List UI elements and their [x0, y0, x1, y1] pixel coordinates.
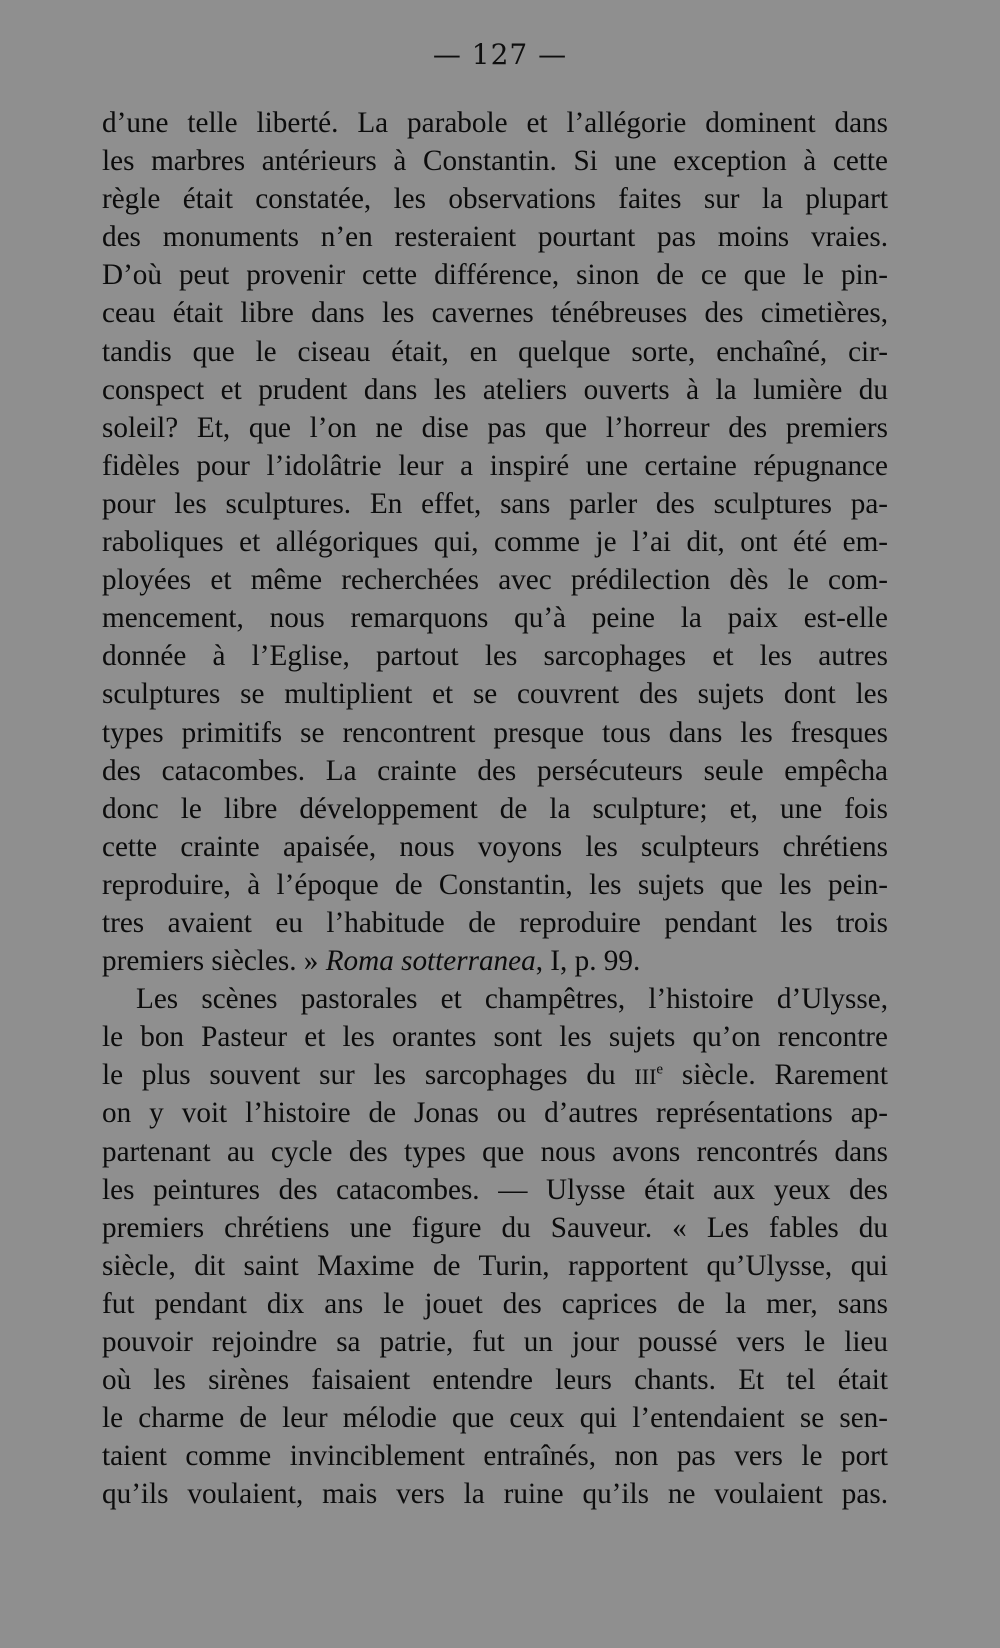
text-line: ceau était libre dans les cavernes ténébreuses des cimetières, [102, 297, 888, 330]
text-line: fut pendant dix ans le jouet des caprices de la mer, sans [102, 1287, 888, 1320]
text-line: d’une telle liberté. La parabole et l’allégorie dominent dans [102, 107, 888, 139]
citation-title: Roma sotterranea [325, 945, 536, 978]
paragraph-1 [102, 104, 888, 980]
text-line: ployées et même recherchées avec prédilection dès le com- [102, 564, 888, 597]
text-line: des catacombes. La crainte des persécuteurs seule empêcha [102, 754, 888, 787]
text-line: taient comme invinciblement entraînés, non pas vers le port [102, 1440, 888, 1473]
citation-lead: premiers siècles. » [102, 945, 326, 978]
text-line: Les scènes pastorales et champêtres, l’histoire d’Ulysse, [136, 983, 888, 1016]
text-line: qu’ils voulaient, mais vers la ruine qu’ils ne voulaient pas. [102, 1478, 888, 1511]
text-line: D’où peut provenir cette différence, sinon de ce que le pin- [102, 259, 888, 292]
text-line: on y voit l’histoire de Jonas ou d’autres représentations ap- [102, 1097, 888, 1130]
text-line: mencement, nous remarquons qu’à peine la paix est-elle [102, 602, 888, 635]
text-line: le charme de leur mélodie que ceux qui l’entendaient se sen- [102, 1402, 888, 1435]
text-line: fidèles pour l’idolâtrie leur a inspiré une certaine répugnance [102, 449, 888, 482]
text-line: conspect et prudent dans les ateliers ouverts à la lumière du [102, 373, 888, 406]
text-line: règle était constatée, les observations faites sur la plupart [102, 183, 888, 216]
text-line-with-citation [102, 942, 888, 980]
citation-ref: , I, p. 99. [535, 945, 641, 978]
text-line: tres avaient eu l’habitude de reproduire pendant les trois [102, 906, 888, 939]
text-line: où les sirènes faisaient entendre leurs chants. Et tel était [102, 1364, 888, 1397]
text-line: types primitifs se rencontrent presque tous dans les fresques [102, 716, 888, 749]
text-line: pouvoir rejoindre sa patrie, fut un jour poussé vers le lieu [102, 1326, 888, 1358]
text-line: pour les sculptures. En effet, sans parler des sculptures pa- [102, 487, 888, 520]
century-numeral: III [634, 1064, 657, 1090]
text-line: des monuments n’en resteraient pourtant pas moins vraies. [102, 221, 888, 254]
text-line: tandis que le ciseau était, en quelque sorte, enchaîné, cir- [102, 335, 888, 368]
text-line: le bon Pasteur et les orantes sont les sujets qu’on rencontre [102, 1021, 888, 1054]
text-line: donc le libre développement de la sculpture; et, une fois [102, 792, 888, 825]
text-segment: le plus souvent sur les sarcophages du [102, 1059, 635, 1092]
text-line: siècle, dit saint Maxime de Turin, rapportent qu’Ulysse, qui [102, 1249, 888, 1282]
text-line: sculptures se multiplient et se couvrent des sujets dont les [102, 678, 888, 711]
text-line: partenant au cycle des types que nous avons rencontrés dans [102, 1135, 888, 1168]
text-segment: siècle. Rarement [663, 1059, 888, 1092]
text-line: reproduire, à l’époque de Constantin, les sujets que les pein- [102, 868, 888, 901]
text-line: les peintures des catacombes. — Ulysse était aux yeux des [102, 1173, 888, 1206]
text-line: donnée à l’Eglise, partout les sarcophages et les autres [102, 640, 888, 673]
text-line: premiers chrétiens une figure du Sauveur. « Les fables du [102, 1211, 888, 1244]
text-line-with-century [102, 1056, 888, 1094]
text-line: soleil? Et, que l’on ne dise pas que l’horreur des premiers [102, 411, 888, 444]
page-number: — 127 — [432, 38, 568, 71]
century-superscript: e [656, 1061, 664, 1078]
text-line: les marbres antérieurs à Constantin. Si une exception à cette [102, 145, 888, 178]
text-line: raboliques et allégoriques qui, comme je l’ai dit, ont été em- [102, 526, 888, 559]
text-line: cette crainte apaisée, nous voyons les sculpteurs chrétiens [102, 830, 888, 863]
paragraph-2 [102, 980, 888, 1513]
body-text [102, 104, 888, 1513]
